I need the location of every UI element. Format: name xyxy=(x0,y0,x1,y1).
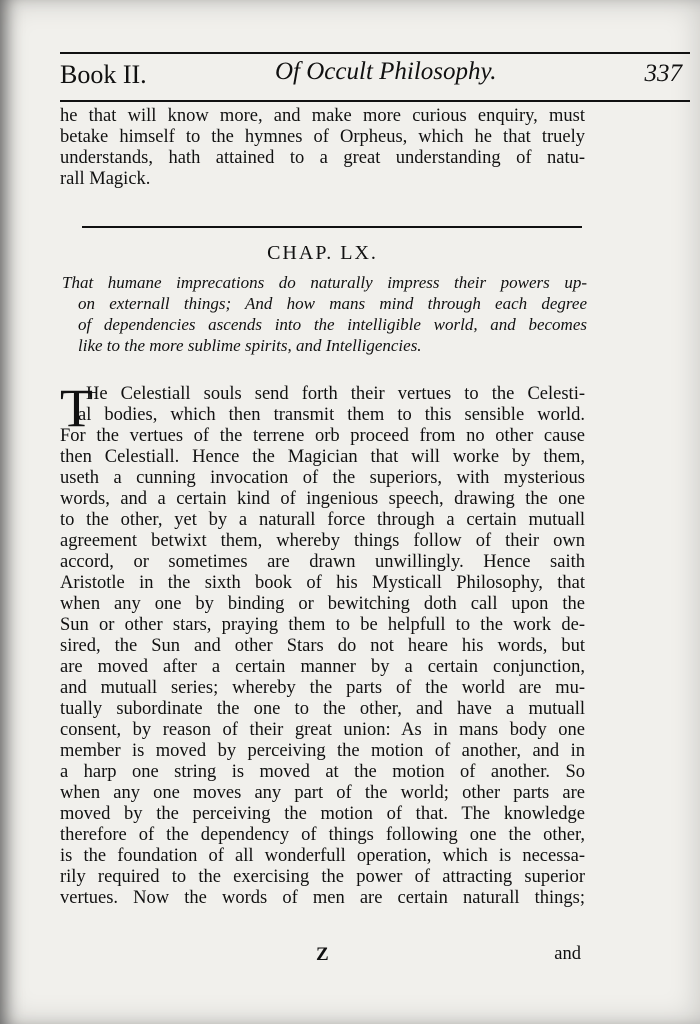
text-line: Aristotle in the sixth book of his Mysticall Philosophy, that xyxy=(60,573,585,593)
page-footer xyxy=(60,944,585,966)
text-line: For the vertues of the terrene orb proceed from no other cause xyxy=(60,426,585,446)
text-line: then Celestiall. Hence the Magician that will worke by them, xyxy=(60,447,585,467)
section-rule xyxy=(82,226,582,228)
text-line: when any one moves any part of the world; other parts are xyxy=(60,783,585,803)
text-line: and mutuall series; whereby the parts of the world are mu- xyxy=(60,678,585,698)
text-line: member is moved by perceiving the motion of another, and in xyxy=(60,741,585,761)
text-line: accord, or sometimes are drawn unwillingly. Hence saith xyxy=(60,552,585,572)
text-line: tually subordinate the one to the other, and have a mutuall xyxy=(60,699,585,719)
header-book: Book II. xyxy=(60,60,147,89)
text-line: sired, the Sun and other Stars do not heare his words, but xyxy=(60,636,585,656)
chapter-body xyxy=(60,378,585,909)
text-line: consent, by reason of their great union: As in mans body one xyxy=(60,720,585,740)
text-line: vertues. Now the words of men are certain naturall things; xyxy=(60,888,585,908)
text-line: moved by the perceiving the motion of that. The knowledge xyxy=(60,804,585,824)
text-line: he that will know more, and make more curious enquiry, must xyxy=(60,106,585,126)
subtitle-line: That humane imprecations do naturally impress their powers up- xyxy=(62,273,587,292)
text-line: Sun or other stars, praying them to be helpfull to the work de- xyxy=(60,615,585,635)
drop-cap: T xyxy=(60,378,93,438)
text-line: therefore of the dependency of things following one the other, xyxy=(60,825,585,845)
text-line: betake himself to the hymnes of Orpheus, which he that truely xyxy=(60,127,585,147)
page-number: 337 xyxy=(644,60,682,87)
subtitle-line: of dependencies ascends into the intelligible world, and becomes xyxy=(78,315,587,334)
chapter-heading: CHAP. LX. xyxy=(267,242,378,264)
continued-paragraph xyxy=(60,106,585,190)
header-title: Of Occult Philosophy. xyxy=(275,58,497,85)
text-line: understands, hath attained to a great understanding of natu- xyxy=(60,148,585,168)
subtitle-line: on externall things; And how mans mind through each degree xyxy=(78,294,587,313)
text-line: al bodies, which then transmit them to this sensible world. xyxy=(78,405,585,425)
text-line: is the foundation of all wonderfull operation, which is necessa- xyxy=(60,846,585,866)
catchword: and xyxy=(554,944,581,964)
text-line: when any one by binding or bewitching doth call upon the xyxy=(60,594,585,614)
text-line: are moved after a certain manner by a certain conjunction, xyxy=(60,657,585,677)
text-line: rall Magick. xyxy=(60,169,151,189)
text-line: rily required to the exercising the power of attracting superior xyxy=(60,867,585,887)
text-line: He Celestiall souls send forth their vertues to the Celesti- xyxy=(86,384,585,404)
text-line: to the other, yet by a naturall force through a certain mutuall xyxy=(60,510,585,530)
top-rule xyxy=(60,52,690,54)
running-header xyxy=(60,58,690,94)
text-line: agreement betwixt them, whereby things follow of their own xyxy=(60,531,585,551)
subtitle-line: like to the more sublime spirits, and Intelligencies. xyxy=(78,336,422,355)
chapter-subtitle xyxy=(62,272,587,356)
header-rule xyxy=(60,100,690,102)
text-line: a harp one string is moved at the motion of another. So xyxy=(60,762,585,782)
signature-mark: Z xyxy=(316,944,329,965)
text-line: useth a cunning invocation of the superiors, with mysterious xyxy=(60,468,585,488)
text-line: words, and a certain kind of ingenious speech, drawing the one xyxy=(60,489,585,509)
